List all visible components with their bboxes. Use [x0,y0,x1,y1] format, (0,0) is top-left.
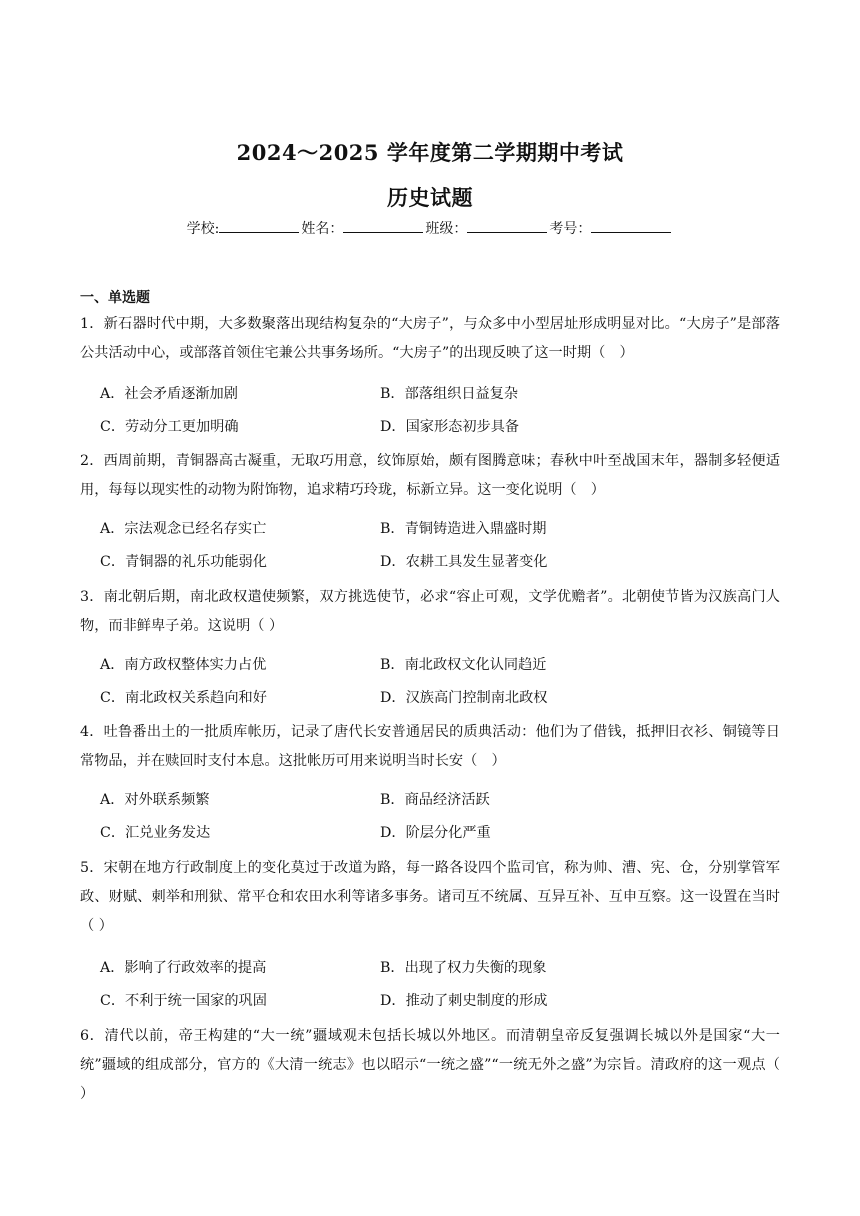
option-a[interactable]: A．南方政权整体实力占优 [100,657,267,673]
name-blank[interactable] [343,218,423,233]
question-1-options [100,383,780,403]
option-d[interactable]: D．推动了刺史制度的形成 [380,993,548,1009]
question-5-options [100,957,780,977]
question-3: 3．南北朝后期，南北政权遣使频繁，双方挑选使节，必求“容止可观，文学优赡者”。北朝使节皆为汉族高门人物，而非鲜卑子弟。这说明（ ） [80,589,780,634]
option-c[interactable]: C．劳动分工更加明确 [100,419,239,435]
exam-title: 2024～2025 学年度第二学期期中考试 [236,140,624,165]
exam-no-blank[interactable] [591,218,671,233]
option-a[interactable]: A．影响了行政效率的提高 [100,960,267,976]
question-2: 2．西周前期，青铜器高古凝重，无取巧用意，纹饰原始，颇有图腾意味；春秋中叶至战国末年，器制多轻便适用，每每以现实性的动物为附饰物，追求精巧玲珑，标新立异。这一变化说明（ ） [80,453,780,498]
option-d[interactable]: D．阶层分化严重 [380,825,491,841]
class-label: 班级： [425,221,468,237]
question-1-options [100,416,780,436]
exam-no-label: 考号： [549,221,592,237]
question-5-options [100,990,780,1010]
option-c[interactable]: C．不利于统一国家的巩固 [100,993,267,1009]
question-2-options [100,551,780,571]
class-blank[interactable] [467,218,547,233]
option-d[interactable]: D．农耕工具发生显著变化 [380,554,548,570]
question-4-options [100,789,780,809]
question-4: 4．吐鲁番出土的一批质库帐历，记录了唐代长安普通居民的质典活动：他们为了借钱，抵押旧衣衫、铜镜等日常物品，并在赎回时支付本息。这批帐历可用来说明当时长安（ ） [80,724,780,769]
option-a[interactable]: A．宗法观念已经名存实亡 [100,521,267,537]
school-label: 学校: [186,221,220,237]
option-c[interactable]: C．汇兑业务发达 [100,825,211,841]
student-info-line [0,218,860,238]
question-6: 6．清代以前，帝王构建的“大一统”疆域观未包括长城以外地区。而清朝皇帝反复强调长城以外是国家“大一统”疆域的组成部分，官方的《大清一统志》也以昭示“一统之盛”“一统无外之盛”为宗旨。清政府的这一观点（ ） [80,1028,780,1102]
section-title: 一、单选题 [80,290,150,306]
option-b[interactable]: B．商品经济活跃 [380,792,490,808]
option-a[interactable]: A．社会矛盾逐渐加剧 [100,386,238,402]
option-b[interactable]: B．青铜铸造进入鼎盛时期 [380,521,547,537]
option-d[interactable]: D．汉族高门控制南北政权 [380,690,548,706]
option-b[interactable]: B．部落组织日益复杂 [380,386,519,402]
option-c[interactable]: C．青铜器的礼乐功能弱化 [100,554,267,570]
question-4-options [100,822,780,842]
option-b[interactable]: B．出现了权力失衡的现象 [380,960,547,976]
question-1: 1．新石器时代中期，大多数聚落出现结构复杂的“大房子”，与众多中小型居址形成明显对比。“大房子”是部落公共活动中心，或部落首领住宅兼公共事务场所。“大房子”的出现反映了这一时期（ ） [80,316,780,361]
subject-title: 历史试题 [387,185,473,210]
school-blank[interactable] [219,218,299,233]
option-b[interactable]: B．南北政权文化认同趋近 [380,657,547,673]
question-2-options [100,518,780,538]
option-a[interactable]: A．对外联系频繁 [100,792,210,808]
question-5: 5．宋朝在地方行政制度上的变化莫过于改道为路，每一路各设四个监司官，称为帅、漕、宪、仓，分别掌管军政、财赋、刺举和刑狱、常平仓和农田水利等诸多事务。诸司互不统属、互异互补、互申互察。这一设置在当时（ ） [80,860,780,934]
question-3-options [100,654,780,674]
question-3-options [100,687,780,707]
name-label: 姓名： [301,221,344,237]
option-d[interactable]: D．国家形态初步具备 [380,419,520,435]
option-c[interactable]: C．南北政权关系趋向和好 [100,690,267,706]
